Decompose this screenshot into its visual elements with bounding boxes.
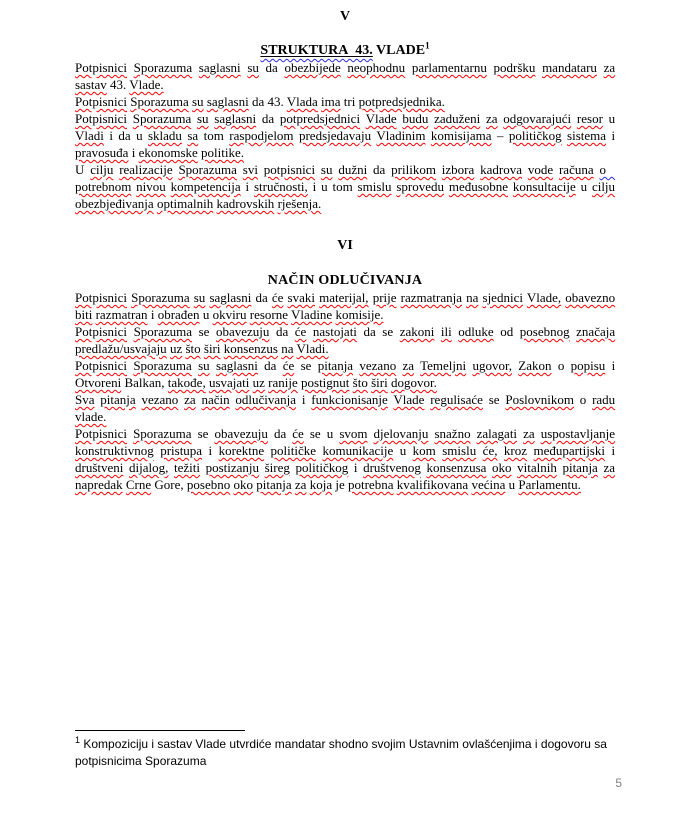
word: zaduženi [434, 111, 481, 126]
word: potpredsjednika. [358, 94, 445, 109]
word: konsultacije [512, 179, 576, 194]
word: stručnosti, [253, 179, 308, 194]
word: obezbjeđivanja [75, 196, 154, 211]
word: Zakon [518, 358, 552, 373]
paragraph [75, 110, 615, 161]
word: snažno [434, 426, 471, 441]
word: političkog [295, 460, 349, 475]
word: tri [343, 94, 356, 109]
word: da [261, 111, 275, 126]
word: Potpisnici [75, 324, 128, 339]
word: Poslovnikom [505, 392, 574, 407]
footnote-ref: 1 [75, 735, 81, 745]
word: resorne [249, 307, 289, 322]
title-underlined-part [260, 43, 372, 58]
word: i [312, 179, 317, 194]
word: materijal, [319, 290, 369, 305]
word: da [363, 324, 376, 339]
word: će [282, 358, 295, 373]
word: međupartijski [533, 443, 605, 458]
word: optimalnih [156, 196, 214, 211]
word: svaki [287, 290, 315, 305]
word: će [292, 426, 304, 441]
word: da [255, 290, 268, 305]
word: pitanja [100, 392, 136, 407]
word: kroz [503, 443, 528, 458]
word: i [611, 443, 616, 458]
word: u [321, 179, 328, 194]
document-title [75, 42, 615, 59]
word: resor [576, 111, 603, 126]
word: i [150, 307, 155, 322]
word: društvenog [363, 460, 421, 475]
word: 43. [267, 94, 284, 109]
word: skladu [147, 128, 182, 143]
word: odluke [458, 324, 494, 339]
word: da [264, 358, 277, 373]
title-underline-text: STRUKTURA 43. [260, 43, 373, 58]
section-number-vi: VI [337, 238, 353, 253]
word: da [265, 60, 278, 75]
word: o [599, 162, 616, 177]
paragraph [75, 391, 615, 425]
word: Vlada [286, 94, 318, 109]
word: za [603, 460, 615, 475]
word: vode [527, 162, 554, 177]
word: u [399, 443, 407, 458]
word: kadrovskih [216, 196, 275, 211]
word: u [326, 426, 334, 441]
word: tom [203, 128, 224, 143]
word: konstruktivnog [75, 443, 154, 458]
word: odgovarajući [503, 111, 572, 126]
word: su [198, 358, 210, 373]
word: razmatranja [400, 290, 462, 305]
word: i [353, 460, 358, 475]
word: su [320, 162, 333, 177]
word: da [118, 128, 131, 143]
word: u [136, 128, 143, 143]
word: Vlade, [526, 290, 562, 305]
word: odlučivanja [235, 392, 297, 407]
word: ili [440, 324, 452, 339]
word: zakoni [399, 324, 435, 339]
word: Sporazuma [131, 290, 190, 305]
word: da [275, 324, 289, 339]
word: Vladi. [296, 341, 329, 356]
word: takođe, [167, 375, 206, 390]
word: uz [169, 341, 183, 356]
word: korektne [218, 443, 265, 458]
word: dužni [338, 162, 368, 177]
word: razmatran [95, 307, 148, 322]
word: mandataru [542, 60, 597, 75]
word: smislu [442, 443, 477, 458]
word: neophodnu [347, 60, 406, 75]
word: što [352, 375, 368, 390]
page-number: 5 [615, 776, 622, 790]
word: Temeljni [420, 358, 467, 373]
word: saglasni [215, 358, 258, 373]
word: i [245, 179, 250, 194]
word: obrađen [157, 307, 200, 322]
word: u [580, 179, 588, 194]
word: međusobne [448, 179, 509, 194]
word: se [382, 324, 394, 339]
word: budu [402, 111, 429, 126]
paragraph [75, 161, 615, 212]
word: konsenzus [223, 341, 278, 356]
word: da [251, 94, 265, 109]
word: okviru [212, 307, 247, 322]
word: izbora [441, 162, 475, 177]
word: Sporazuma [133, 426, 192, 441]
word: kompetencija [170, 179, 241, 194]
word: i [611, 358, 616, 373]
word: funkcionisanje [311, 392, 388, 407]
word: će [271, 290, 284, 305]
word: je [335, 477, 345, 492]
paragraph [75, 323, 615, 357]
paragraph [75, 425, 615, 493]
word: potpisnici [263, 162, 316, 177]
word: saglasni [206, 94, 249, 109]
word: saglasni [214, 111, 257, 126]
word: su [196, 111, 209, 126]
word: politike. [201, 145, 244, 160]
word: pitanja [562, 460, 598, 475]
word: političke [270, 443, 317, 458]
word: značaja [576, 324, 616, 339]
word: popisu [570, 358, 606, 373]
word: Gore, [154, 477, 184, 492]
word: Sporazuma [133, 60, 193, 75]
word: za [523, 426, 535, 441]
word: posebno [186, 477, 231, 492]
word: Sporazuma [130, 94, 189, 109]
word: i [109, 128, 113, 143]
word: su [247, 60, 259, 75]
word: sjednici [482, 290, 523, 305]
word: Sporazuma [132, 111, 192, 126]
paragraph [75, 59, 615, 93]
word: Potpisnici [75, 426, 128, 441]
word: pitanja [317, 358, 354, 373]
word: sistema [567, 128, 607, 143]
word: se [198, 324, 210, 339]
word: i [611, 128, 616, 143]
footnote-body: Kompoziciju i sastav Vlade utvrdiće mandatar shodno svojim Ustavnim ovlašćenjima i dogovoru sa potpisnicima Sporazuma [75, 737, 607, 768]
word: ima [321, 94, 341, 109]
word: svom [339, 426, 368, 441]
word: biti [75, 307, 93, 322]
word: napredak [75, 477, 123, 492]
word: usvajati [208, 375, 250, 390]
word: da [273, 426, 287, 441]
word: posebnog [519, 324, 570, 339]
word: Potpisnici [75, 358, 128, 373]
word: Vlade. [129, 77, 164, 92]
word: zalagati [476, 426, 518, 441]
word: vlade. [75, 409, 107, 424]
word: o [557, 358, 565, 373]
word: i [208, 443, 213, 458]
word: Sporazuma [133, 324, 193, 339]
footnote-text [75, 736, 615, 769]
word: su [193, 290, 206, 305]
word: dijalog, [129, 460, 169, 475]
word: raspodjelom [229, 128, 294, 143]
word: konsenzusa [426, 460, 487, 475]
word: Potpisnici [75, 94, 128, 109]
word: što [185, 341, 201, 356]
word: i [131, 145, 136, 160]
word: obavezuju [214, 426, 268, 441]
word: predsjedavaju [298, 128, 372, 143]
word: cilju [591, 179, 616, 194]
word: o [579, 392, 587, 407]
word: širi [203, 341, 221, 356]
word: ranije [268, 375, 298, 390]
word: Potpisnici [75, 111, 128, 126]
word: pitanja [256, 477, 292, 492]
word: rješenja. [277, 196, 322, 211]
word: se [309, 426, 321, 441]
word: obavezuju [215, 324, 270, 339]
word: za [402, 358, 415, 373]
word: 43. [110, 77, 127, 92]
word: realizacije [119, 162, 173, 177]
word: Vlade [393, 392, 425, 407]
word: Otvoreni [75, 375, 122, 390]
word: vezano [141, 392, 179, 407]
word: Sporazuma [178, 162, 237, 177]
word: većina [471, 477, 506, 492]
word: cilju [90, 162, 114, 177]
word: Sporazuma [133, 358, 192, 373]
word: sprovedu [396, 179, 445, 194]
paragraph [75, 289, 615, 323]
word: šireg [264, 460, 290, 475]
word: Vladi [75, 128, 104, 143]
word: oko [233, 477, 254, 492]
word: Balkan, [124, 375, 165, 390]
word: tom [332, 179, 353, 194]
word: regulisaće [430, 392, 483, 407]
word: će [294, 324, 307, 339]
word: da [373, 162, 386, 177]
word: potrebnom [75, 179, 132, 194]
title-plain-part: VLADE [372, 43, 426, 58]
title-footnote-ref: 1 [425, 40, 430, 51]
word: radu [592, 392, 616, 407]
word: kvalifikovana [396, 477, 469, 492]
word: obezbijede [284, 60, 341, 75]
word: sa [187, 128, 199, 143]
word: uz [252, 375, 265, 390]
word: sastav [75, 77, 107, 92]
word: pravosuđa [75, 145, 129, 160]
word: prije [372, 290, 397, 305]
word: kadrova [480, 162, 522, 177]
word: se [488, 392, 500, 407]
word: Sva [75, 392, 95, 407]
word: u [508, 477, 516, 492]
word: ekonomske [138, 145, 198, 160]
word: podršku [493, 60, 536, 75]
section-heading: NAČIN ODLUČIVANJA [267, 273, 423, 288]
word: potpredsjednici [279, 111, 361, 126]
footnote-area [75, 730, 615, 769]
word: saglasni [198, 60, 241, 75]
word: Potpisnici [75, 290, 128, 305]
section-number-v: V [339, 9, 351, 24]
word: uspostavljanje [540, 426, 616, 441]
word: Parlamentu. [518, 477, 581, 492]
word: Vladinim [376, 128, 426, 143]
word: – [496, 128, 504, 143]
word: U [75, 162, 85, 177]
word: nivou [136, 179, 166, 194]
paragraph [75, 357, 615, 391]
word: komunikacije [322, 443, 394, 458]
word: na [466, 290, 479, 305]
word: djelovanju [373, 426, 429, 441]
word: postizanju [205, 460, 260, 475]
word: Crne [125, 477, 152, 492]
word: pristupa [160, 443, 203, 458]
word: za [603, 60, 616, 75]
word: kom [412, 443, 436, 458]
word: računa [558, 162, 594, 177]
word: Potpisnici [75, 60, 128, 75]
word: parlamentarnu [411, 60, 487, 75]
word: komisije. [335, 307, 384, 322]
word: nastojati [312, 324, 357, 339]
word: potrebna [347, 477, 394, 492]
footnote-separator-line [75, 730, 245, 731]
word: će, [482, 443, 498, 458]
word: za [184, 392, 196, 407]
word: za [486, 111, 498, 126]
word: oko [492, 460, 512, 475]
word: i [301, 392, 306, 407]
word: su [192, 94, 204, 109]
word: predlažu/usvajaju [75, 341, 167, 356]
word: se [197, 426, 209, 441]
word: koja [309, 477, 333, 492]
word: dogovor. [390, 375, 437, 390]
word: vezano [359, 358, 397, 373]
word: Vladine [291, 307, 333, 322]
word: u [202, 307, 210, 322]
word: na [281, 341, 294, 356]
word: težiti [173, 460, 200, 475]
word: način [201, 392, 230, 407]
word: za [294, 477, 307, 492]
word: saglasni [209, 290, 252, 305]
word: obavezno [565, 290, 616, 305]
word: od [500, 324, 514, 339]
page-content [75, 8, 615, 493]
word: komisijama [430, 128, 492, 143]
word: prilikom [391, 162, 436, 177]
word: vitalnih [517, 460, 557, 475]
word: društveni [75, 460, 124, 475]
word: širi [371, 375, 388, 390]
word: u [608, 111, 616, 126]
word: se [300, 358, 312, 373]
word: postignut [301, 375, 350, 390]
word: političkog [508, 128, 562, 143]
word: Vlade [365, 111, 397, 126]
word: svi [242, 162, 258, 177]
word: smislu [357, 179, 392, 194]
word: ugovor, [472, 358, 512, 373]
paragraph [75, 93, 615, 110]
